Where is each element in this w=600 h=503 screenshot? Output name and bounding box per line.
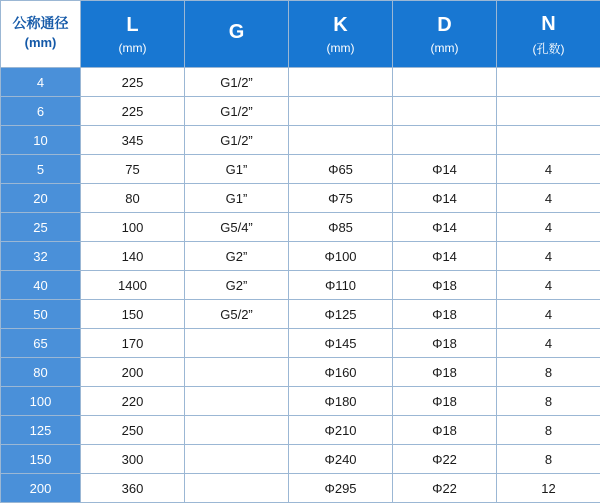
column-header-k — [289, 1, 393, 68]
column-header-main-label: L — [81, 13, 184, 37]
table-body — [1, 68, 600, 503]
table-cell: Φ180 — [289, 387, 393, 416]
table-cell: Φ18 — [393, 387, 497, 416]
table-cell: 220 — [81, 387, 185, 416]
column-header-g — [185, 1, 289, 68]
column-header-sub-label: (mm) — [393, 41, 496, 55]
table-cell: Φ125 — [289, 300, 393, 329]
table-row — [1, 213, 600, 242]
table-row — [1, 329, 600, 358]
cell-nominal-diameter: 4 — [1, 68, 81, 97]
table-cell: Φ145 — [289, 329, 393, 358]
table-cell: 4 — [497, 184, 600, 213]
table-cell: Φ14 — [393, 213, 497, 242]
table-cell: Φ18 — [393, 416, 497, 445]
table-cell: G5/2” — [185, 300, 289, 329]
column-header-main-label: D — [393, 13, 496, 37]
cell-nominal-diameter: 50 — [1, 300, 81, 329]
table-row — [1, 271, 600, 300]
column-header-main-label: N — [497, 12, 600, 36]
table-cell: 100 — [81, 213, 185, 242]
column-header-main-label: G — [185, 20, 288, 44]
table-cell: 4 — [497, 155, 600, 184]
table-cell: Φ22 — [393, 474, 497, 503]
cell-nominal-diameter: 80 — [1, 358, 81, 387]
table-cell — [185, 329, 289, 358]
table-cell: 150 — [81, 300, 185, 329]
table-cell: 170 — [81, 329, 185, 358]
table-cell: Φ75 — [289, 184, 393, 213]
table-row — [1, 126, 600, 155]
column-header-d — [393, 1, 497, 68]
table-cell: Φ14 — [393, 184, 497, 213]
cell-nominal-diameter: 10 — [1, 126, 81, 155]
table-cell: 225 — [81, 97, 185, 126]
column-header-sub-label: (mm) — [289, 41, 392, 55]
table-cell — [289, 126, 393, 155]
cell-nominal-diameter: 6 — [1, 97, 81, 126]
table-cell — [393, 126, 497, 155]
table-cell — [497, 68, 600, 97]
table-cell — [393, 68, 497, 97]
table-cell: 200 — [81, 358, 185, 387]
table-cell — [185, 416, 289, 445]
column-header-sub-label: (mm) — [1, 34, 80, 53]
table-cell — [185, 474, 289, 503]
table-cell: G2” — [185, 271, 289, 300]
column-header-n — [497, 1, 600, 68]
table-row — [1, 445, 600, 474]
cell-nominal-diameter: 32 — [1, 242, 81, 271]
table-row — [1, 300, 600, 329]
table-cell: Φ210 — [289, 416, 393, 445]
table-cell: Φ110 — [289, 271, 393, 300]
table-cell — [185, 358, 289, 387]
cell-nominal-diameter: 5 — [1, 155, 81, 184]
table-cell: Φ295 — [289, 474, 393, 503]
table-cell: 8 — [497, 358, 600, 387]
table-cell: 8 — [497, 387, 600, 416]
cell-nominal-diameter: 20 — [1, 184, 81, 213]
table-cell: 225 — [81, 68, 185, 97]
table-cell: G1/2” — [185, 126, 289, 155]
table-row — [1, 474, 600, 503]
table-row — [1, 358, 600, 387]
column-header-l — [81, 1, 185, 68]
table-cell: 8 — [497, 416, 600, 445]
table-cell: 75 — [81, 155, 185, 184]
table-cell: 345 — [81, 126, 185, 155]
table-row — [1, 97, 600, 126]
table-cell — [185, 445, 289, 474]
table-cell — [497, 97, 600, 126]
table-cell: 1400 — [81, 271, 185, 300]
table-row — [1, 155, 600, 184]
table-cell — [497, 126, 600, 155]
table-cell: 4 — [497, 213, 600, 242]
table-row — [1, 387, 600, 416]
column-header-sub-label: (孔数) — [497, 40, 600, 57]
table-cell: 4 — [497, 271, 600, 300]
table-cell: Φ22 — [393, 445, 497, 474]
table-cell: Φ18 — [393, 271, 497, 300]
table-cell: 250 — [81, 416, 185, 445]
table-row — [1, 184, 600, 213]
column-header-main-label: 公称通径 — [1, 15, 80, 32]
table-row — [1, 242, 600, 271]
table-cell: 4 — [497, 300, 600, 329]
table-cell: G1” — [185, 155, 289, 184]
column-header-main-label: K — [289, 13, 392, 37]
cell-nominal-diameter: 40 — [1, 271, 81, 300]
table-cell: 12 — [497, 474, 600, 503]
table-cell — [185, 387, 289, 416]
table-cell: 300 — [81, 445, 185, 474]
table-cell: 8 — [497, 445, 600, 474]
table-cell: 4 — [497, 329, 600, 358]
cell-nominal-diameter: 25 — [1, 213, 81, 242]
table-row — [1, 68, 600, 97]
table-cell: Φ18 — [393, 329, 497, 358]
table-cell: 80 — [81, 184, 185, 213]
table-cell: Φ18 — [393, 358, 497, 387]
table-header — [1, 1, 600, 68]
table-cell: G1/2” — [185, 68, 289, 97]
table-row — [1, 416, 600, 445]
table-cell — [289, 68, 393, 97]
table-cell: 4 — [497, 242, 600, 271]
table-cell: Φ18 — [393, 300, 497, 329]
cell-nominal-diameter: 200 — [1, 474, 81, 503]
table-cell: Φ65 — [289, 155, 393, 184]
column-header-nominal-diameter — [1, 1, 81, 68]
cell-nominal-diameter: 150 — [1, 445, 81, 474]
cell-nominal-diameter: 125 — [1, 416, 81, 445]
table-cell: 140 — [81, 242, 185, 271]
column-header-sub-label: (mm) — [81, 41, 184, 55]
table-cell: Φ14 — [393, 242, 497, 271]
table-cell: Φ14 — [393, 155, 497, 184]
table-cell: G1/2” — [185, 97, 289, 126]
cell-nominal-diameter: 100 — [1, 387, 81, 416]
table-cell: G1” — [185, 184, 289, 213]
table-cell: Φ240 — [289, 445, 393, 474]
table-cell: Φ100 — [289, 242, 393, 271]
table-cell: 360 — [81, 474, 185, 503]
table-cell — [289, 97, 393, 126]
table-cell: Φ160 — [289, 358, 393, 387]
table-cell — [393, 97, 497, 126]
table-cell: G5/4” — [185, 213, 289, 242]
cell-nominal-diameter: 65 — [1, 329, 81, 358]
header-row — [1, 1, 600, 68]
table-cell: Φ85 — [289, 213, 393, 242]
table-cell: G2” — [185, 242, 289, 271]
